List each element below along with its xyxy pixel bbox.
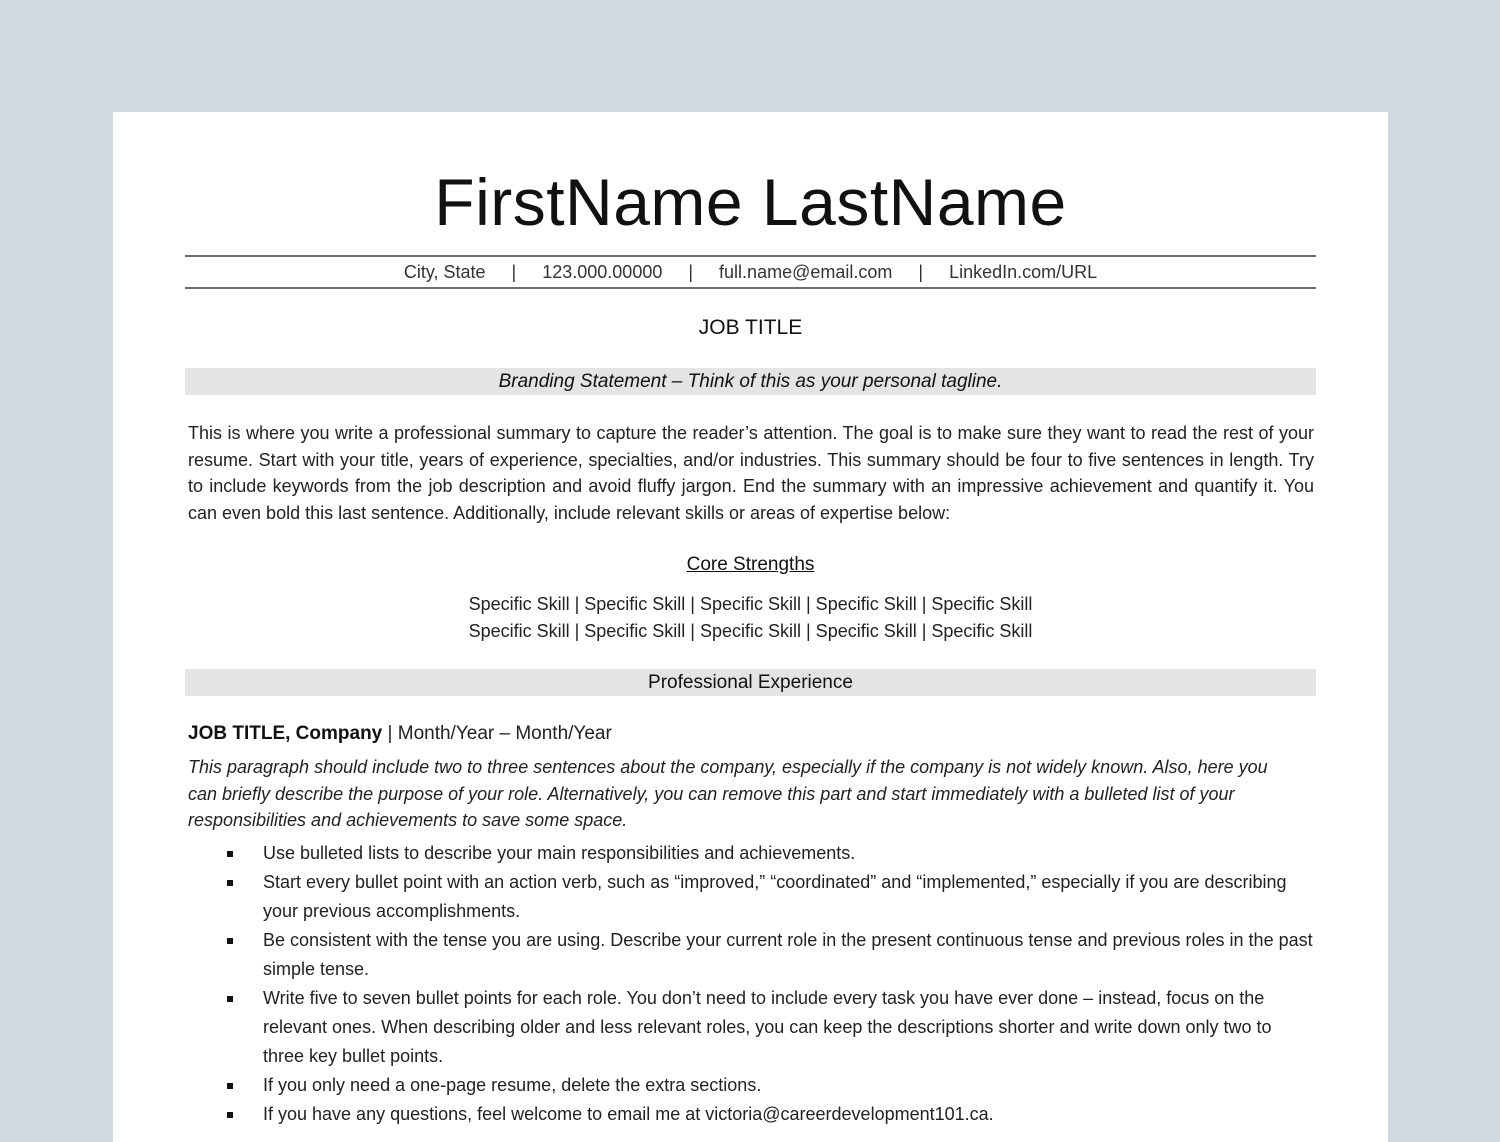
bullet-text: Start every bullet point with an action verb, such as “improved,” “coordinated” and “implemented,” especially if you are describing your previous accomplishments.	[263, 872, 1287, 921]
bullet-text: Be consistent with the tense you are using. Describe your current role in the present continuous tense and previous roles in the past simple tense.	[263, 930, 1313, 979]
list-item	[185, 984, 1313, 1071]
bullet-text: Write five to seven bullet points for each role. You don’t need to include every task you have ever done – instead, focus on the relevant ones. When describing older and less relevant roles, you can keep the descriptions shorter and write down only two to three key bullet points.	[263, 988, 1272, 1066]
experience-heading: Professional Experience	[185, 669, 1316, 696]
company-description: This paragraph should include two to three sentences about the company, especially if the company is not widely known. Also, here you can briefly describe the purpose of your role. Alternatively, you can remove this part and start immediately with a bulleted list of your responsibilities and achievements to save some space.	[188, 757, 1268, 830]
candidate-name: FirstName LastName	[434, 165, 1067, 239]
list-item	[185, 868, 1313, 926]
list-item	[185, 926, 1313, 984]
job-title-company: JOB TITLE, Company	[188, 723, 383, 744]
square-bullet-icon	[227, 851, 233, 857]
square-bullet-icon	[227, 996, 233, 1002]
bullet-text: If you have any questions, feel welcome to email me at victoria@careerdevelopment101.ca.	[263, 1104, 994, 1124]
bullet-text: If you only need a one-page resume, delete the extra sections.	[263, 1075, 762, 1095]
list-item	[185, 1100, 1313, 1129]
core-strengths-heading: Core Strengths	[686, 554, 815, 575]
contact-separator: |	[688, 261, 694, 282]
bullet-text: Use bulleted lists to describe your main responsibilities and achievements.	[263, 843, 856, 863]
branding-statement: Branding Statement – Think of this as your personal tagline.	[185, 368, 1316, 395]
job-dates: | Month/Year – Month/Year	[382, 723, 612, 744]
contact-bar	[185, 255, 1316, 289]
professional-summary: This is where you write a professional summary to capture the reader’s attention. The goal is to make sure they want to read the rest of your resume. Start with your title, years of experience, specialties, and/or industries. This summary should be four to five sentences in length. Try to include keywords from the job description and avoid fluffy jargon. End the summary with an impressive achievement and quantify it. You can even bold this last sentence. Additionally, include relevant skills or areas of expertise below:	[188, 423, 1314, 523]
contact-separator: |	[918, 261, 924, 282]
contact-linkedin: LinkedIn.com/URL	[949, 261, 1098, 282]
job-header	[188, 721, 612, 747]
square-bullet-icon	[227, 938, 233, 944]
skills-row: Specific Skill | Specific Skill | Specific Skill | Specific Skill | Specific Skill	[468, 594, 1033, 614]
responsibility-list	[185, 839, 1316, 1129]
skills-row: Specific Skill | Specific Skill | Specific Skill | Specific Skill | Specific Skill	[468, 621, 1033, 641]
square-bullet-icon	[227, 1112, 233, 1118]
contact-separator: |	[511, 261, 517, 282]
contact-location: City, State	[403, 261, 486, 282]
list-item	[185, 1071, 1313, 1100]
contact-phone: 123.000.00000	[542, 261, 663, 282]
contact-email: full.name@email.com	[719, 261, 893, 282]
list-item	[185, 839, 1313, 868]
square-bullet-icon	[227, 1083, 233, 1089]
core-strengths-list	[185, 591, 1316, 645]
resume-page	[113, 112, 1388, 1142]
target-job-title: JOB TITLE	[698, 316, 803, 339]
square-bullet-icon	[227, 880, 233, 886]
